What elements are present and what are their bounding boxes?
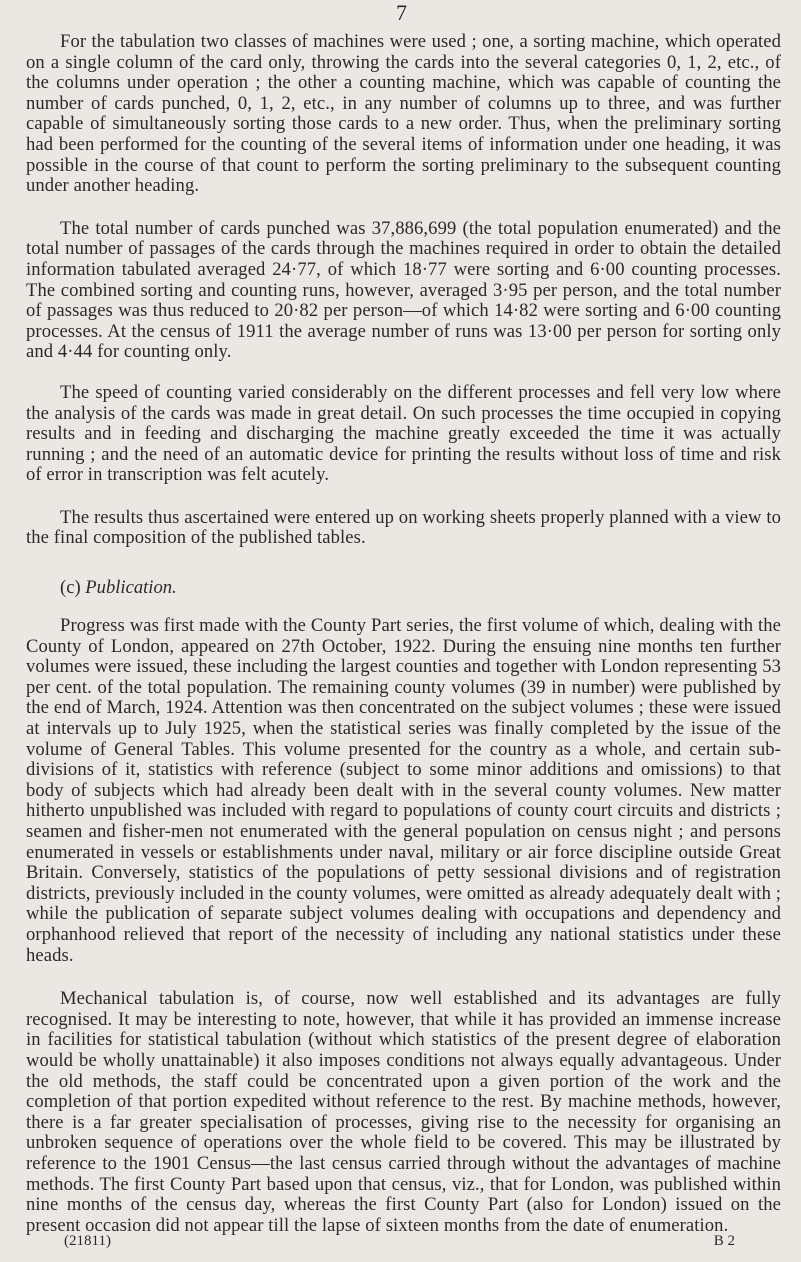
section-heading-publication — [26, 577, 781, 598]
paragraph-cards-punched: The total number of cards punched was 37,886,699 (the total population enumerated) and the total number of passages of the cards through the machines required in order to obtain the detailed information tabulated averaged 24·77, of which 18·77 were sorting and 6·00 counting processes. The combined sorting and counting runs, however, averaged 3·95 per person, and the total number of passages was thus reduced to 20·82 per person—of which 14·82 were sorting and 6·00 counting processes. At the census of 1911 the average number of runs was 13·00 per person for sorting only and 4·44 for counting only. — [26, 217, 781, 363]
page-number: 7 — [396, 0, 407, 25]
section-letter: (c) — [60, 577, 81, 599]
section-title: Publication. — [85, 577, 177, 599]
paragraph-progress-county-part: Progress was first made with the County Part series, the first volume of which, dealing with the County of London, appeared on 27th October, 1922. During the ensuing nine months ten further volumes were issued, these including the largest counties and together with London representing 53 per cent. of the total population. The remaining county volumes (39 in number) were published by the end of March, 1924. Attention was then concentrated on the subject volumes ; these were issued at intervals up to July 1925, when the statistical series was finally completed by the issue of the volume of General Tables. This volume presented for the country as a whole, and certain sub-divisions of it, statistics with reference (subject to some minor additions and omissions) to that body of subjects which had already been dealt with in the several county volumes. New matter hitherto unpublished was included with regard to populations of county court circuits and districts ; seamen and fisher-men not enumerated with the general population on census night ; and persons enumerated in vessels or establishments under naval, military or air force discipline outside Great Britain. Conversely, statistics of the populations of petty sessional divisions and of registration districts, previously included in the county volumes, were omitted as already adequately dealt with ; while the publication of separate subject volumes dealing with occupations and dependency and orphanhood relieved that report of the necessity of including any national statistics under these heads. — [26, 615, 781, 966]
paragraph-tabulation-machines: For the tabulation two classes of machines were used ; one, a sorting machine, which operated on a single column of the card only, throwing the cards into the several categories 0, 1, 2, etc., of the columns under operation ; the other a counting machine, which was capable of counting the number of cards punched, 0, 1, 2, etc., in any number of columns up to three, and was further capable of simultaneously sorting those cards to a new order. Thus, when the preliminary sorting had been performed for the counting of the several items of information under one heading, it was possible in the course of that count to perform the sorting preliminary to the subsequent counting under another heading. — [26, 31, 781, 197]
paragraph-counting-speed: The speed of counting varied considerably on the different processes and fell very low where the analysis of the cards was made in great detail. On such processes the time occupied in copying results and in feeding and discharging the machine greatly exceeded the time it was actually running ; and the need of an automatic device for printing the results without loss of time and risk of error in transcription was felt acutely. — [26, 381, 781, 486]
print-code: (21811) — [64, 1233, 111, 1249]
page-footer — [64, 1233, 735, 1249]
paragraph-working-sheets: The results thus ascertained were entered up on working sheets properly planned with a view to the final composition of the published tables. — [26, 506, 781, 549]
signature-mark: B 2 — [713, 1233, 735, 1249]
paragraph-mechanical-tabulation: Mechanical tabulation is, of course, now well established and its advantages are fully recognised. It may be interesting to note, however, that while it has provided an immense increase in facilities for statistical tabulation (without which statistics of the present degree of elaboration would be wholly unattainable) it also imposes conditions not always equally advantageous. Under the old methods, the staff could be concentrated upon a given portion of the work and the completion of that portion expedited without reference to the rest. By machine methods, however, there is a far greater specialisation of processes, giving rise to the necessity for organising an unbroken sequence of operations over the whole field to be covered. This may be illustrated by reference to the 1901 Census—the last census carried through without the advantages of machine methods. The first County Part based upon that census, viz., that for London, was published within nine months of the census day, whereas the first County Part (also for London) issued on the present occasion did not appear till the lapse of sixteen months from the date of enumeration. — [26, 988, 781, 1236]
